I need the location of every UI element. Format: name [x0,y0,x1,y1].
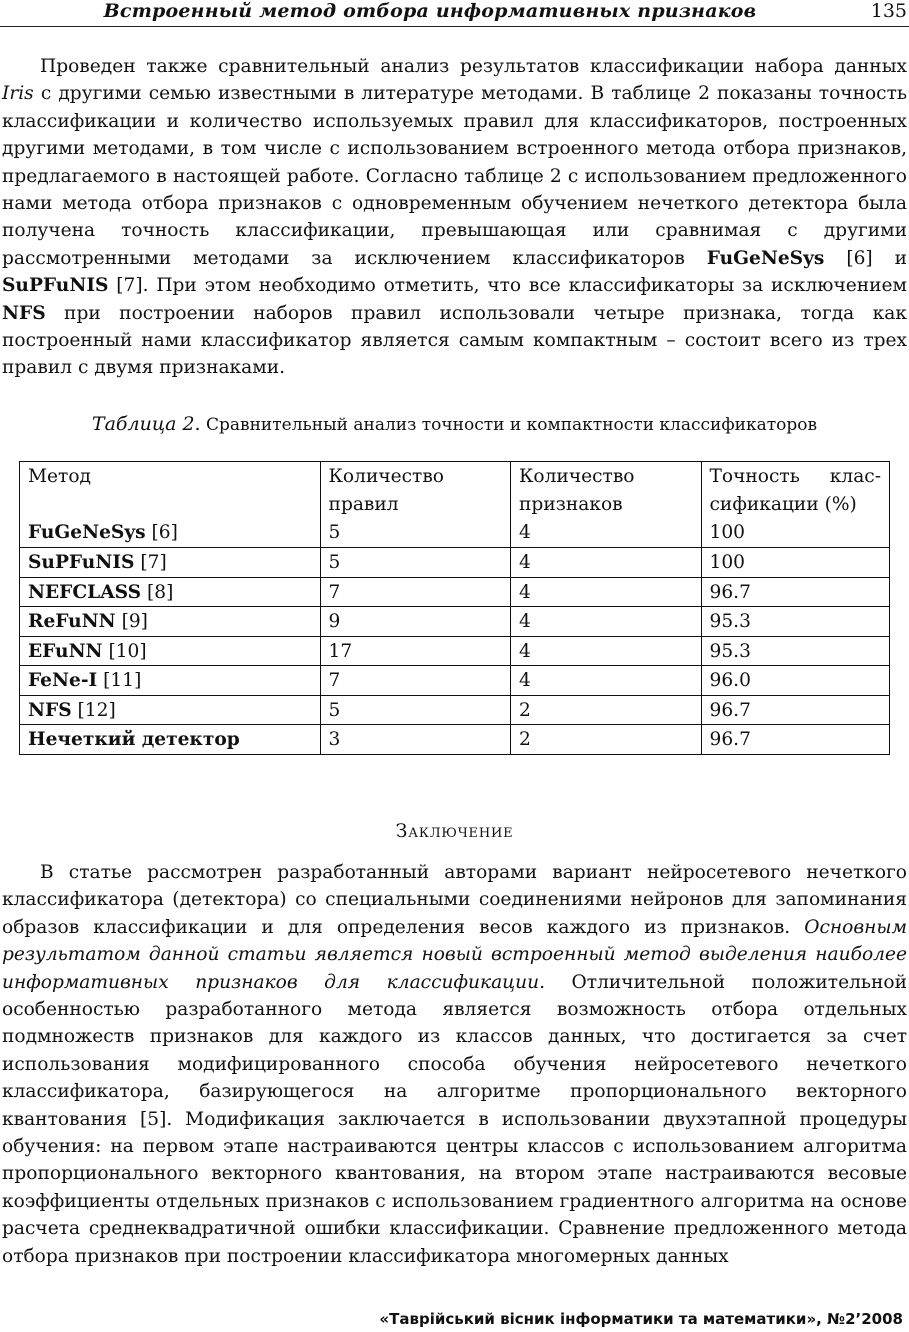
method-name: NFS [28,699,72,721]
method-cell [20,725,321,755]
header-rules [320,462,510,548]
features-cell: 2 [511,725,701,755]
method-ref: [10] [102,640,147,662]
features-cell: 2 [511,695,701,725]
accuracy-cell: 95.3 [701,607,889,637]
method-cell [20,548,321,578]
paragraph1-text-2: с другими семью известными в литературе методами. В таблице 2 показаны точность классификации и количество используемых правил для классификаторов, построенных другими методами, в том числе с использованием встроенного метода отбора признаков, предлагаемого в настоящей работе. Согласно таблице 2 с использованием предложенного нами метода отбора признаков с одновременным обучением нечеткого детектора была получена точность классификации, превышающая или сравнимая с другими рассмотренными методами за исключением классификаторов [2,83,907,269]
header-method [20,462,321,548]
table-caption-text: Сравнительный анализ точности и компактности классификаторов [206,415,818,435]
method-name: EFuNN [28,640,103,662]
accuracy-cell: 100 [709,522,746,543]
paragraph1-text-4: [7]. При этом необходимо отметить, что все классификаторы за исключением [108,275,907,297]
table-row [20,577,890,607]
method-name: FeNe-I [28,670,98,691]
features-cell: 4 [511,577,701,607]
rules-cell: 3 [320,725,510,755]
method-cell [20,666,321,696]
journal-footer: «Таврійський вісник інформатики та математики», №2’2008 [379,1310,903,1328]
method-name: SuPFuNIS [28,552,135,573]
running-header [0,0,909,27]
section-title-conclusion: Заключение [395,820,514,842]
table-caption [0,413,909,435]
method-ref: [9] [115,611,148,632]
features-cell: 4 [511,666,701,696]
features-cell: 4 [511,548,701,578]
table-caption-label: Таблица 2. [91,413,201,435]
table-row [20,725,890,755]
rules-cell: 5 [320,548,510,578]
table-row [20,636,890,666]
method-name: NEFCLASS [28,581,142,603]
method-ref: [8] [141,581,174,603]
header-accuracy-line1: Точность клас- [709,466,881,487]
rules-cell: 9 [320,607,510,637]
accuracy-cell: 100 [701,548,889,578]
header-rules-line2: правил [328,494,399,515]
paragraph2-text-1: В статье рассмотрен разработанный авторами вариант нейросетевого нечеткого классификатора (детектора) со специальными соединениями нейронов для запоминания образов классификации и для определения весов каждого из признаков. [2,862,907,938]
accuracy-cell: 96.7 [701,577,889,607]
rules-cell: 7 [320,577,510,607]
running-header-title: Встроенный метод отбора информативных признаков [103,0,757,22]
method-ref: [7] [134,552,167,573]
table-header-row [20,462,890,548]
features-cell: 4 [519,522,531,543]
paragraph-conclusion [2,859,907,1270]
paragraph-comparison [2,53,907,382]
table-row [28,519,312,547]
table-row [20,548,890,578]
paragraph2-italic: Основным результатом данной статьи является новый встроенный метод выделения наиболее информативных признаков для классификации. [2,916,907,993]
method-name: FuGeNeSys [28,522,146,543]
rules-cell: 5 [320,695,510,725]
table-row [20,607,890,637]
page-number: 135 [870,0,907,22]
header-accuracy-line2: сификации (%) [709,494,857,515]
paragraph1-text-1: Проведен также сравнительный анализ результатов классификации набора данных [40,56,907,77]
method-name: ReFuNN [28,611,116,632]
method-ref: [12] [71,699,116,721]
method-cell [20,577,321,607]
features-cell: 4 [511,607,701,637]
rules-cell: 7 [320,666,510,696]
accuracy-cell: 96.0 [701,666,889,696]
paragraph1-fugenesys: FuGeNeSys [706,247,825,269]
header-features [511,462,701,548]
method-cell [20,607,321,637]
header-features-line2: признаков [519,494,623,515]
accuracy-cell: 96.7 [701,695,889,725]
features-cell: 4 [511,636,701,666]
header-accuracy [701,462,889,548]
paragraph1-supfunis: SuPFuNIS [2,275,109,297]
method-cell [20,695,321,725]
comparison-table [19,461,890,755]
paragraph1-nfs: NFS [2,302,46,324]
method-ref: [6] [145,522,178,543]
rules-cell: 17 [320,636,510,666]
paragraph1-iris: Iris [2,83,34,105]
header-method-label: Метод [28,466,91,487]
method-ref: [11] [97,670,142,691]
paragraph1-text-5: при построении наборов правил использовали четыре признака, тогда как построенный нами классификатор является самым компактным – состоит всего из трех правил с двумя признаками. [2,302,907,379]
header-features-line1: Количество [519,466,635,487]
accuracy-cell: 96.7 [701,725,889,755]
accuracy-cell: 95.3 [701,636,889,666]
header-rules-line1: Количество [328,466,444,487]
rules-cell: 5 [328,522,341,543]
method-cell [20,636,321,666]
paragraph1-text-3: [6] и [824,247,907,269]
table-row [20,695,890,725]
paragraph2-text-2: Отличительной положительной особенностью разработанного метода является возможность отбора отдельных подмножеств признаков для каждого из классов данных, что достигается за счет использования модифицированного способа обучения нейросетевого нечеткого классификатора, базирующегося на алгоритме пропорционального векторного квантования [5]. Модификация заключается в использовании двухэтапной процедуры обучения: на первом этапе настраиваются центры классов с использованием алгоритма пропорционального векторного квантования, на втором этапе настраиваются весовые коэффициенты отдельных признаков с использованием градиентного алгоритма на основе расчета среднеквадратичной ошибки классификации. Сравнение предложенного метода отбора признаков при построении классификатора многомерных данных [2,971,907,1267]
method-name: Нечеткий детектор [28,729,240,750]
table-row [20,666,890,696]
